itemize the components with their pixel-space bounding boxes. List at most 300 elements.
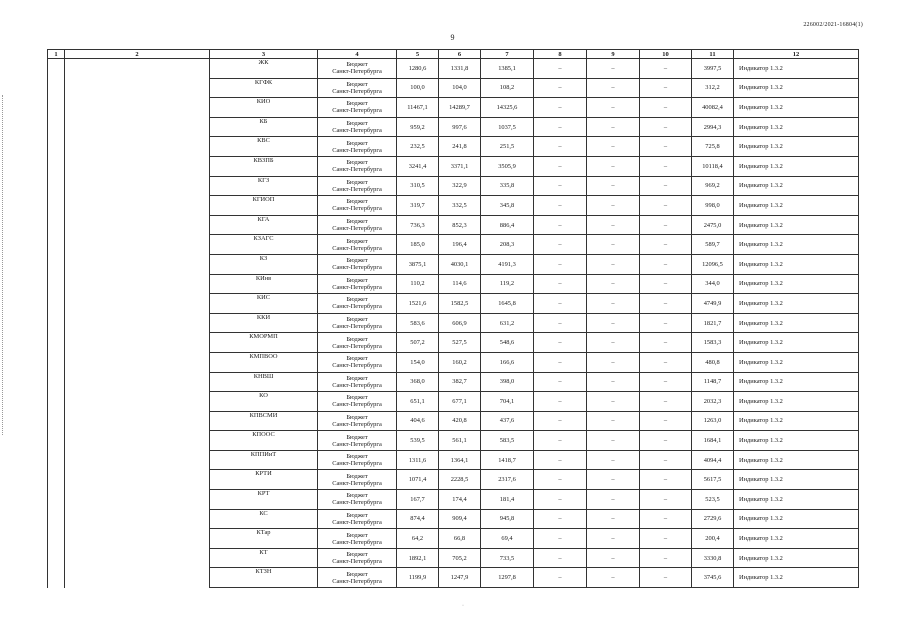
- funding-line2: Санкт-Петербурга: [332, 499, 382, 507]
- funding-line1: Бюджет: [346, 374, 368, 382]
- funding-source: [318, 196, 397, 216]
- funding-source: [318, 470, 397, 490]
- value-col10: –: [640, 156, 692, 176]
- value-col7: 119,2: [481, 274, 534, 294]
- executor-code: КЗ: [210, 254, 318, 274]
- value-total: 1684,1: [692, 431, 734, 451]
- funding-line1: Бюджет: [346, 394, 368, 402]
- value-col9: –: [587, 176, 640, 196]
- cell-col2: [65, 235, 210, 255]
- value-col8: –: [534, 333, 587, 353]
- value-col7: 181,4: [481, 490, 534, 510]
- funding-line1: Бюджет: [346, 61, 368, 69]
- cell-col1: [48, 117, 65, 137]
- value-col5: 100,0: [397, 78, 439, 98]
- value-col8: –: [534, 450, 587, 470]
- executor-code: КТ: [210, 548, 318, 568]
- value-col9: –: [587, 470, 640, 490]
- executor-code: КВС: [210, 137, 318, 157]
- col-header: 2: [65, 50, 210, 59]
- value-col8: –: [534, 509, 587, 529]
- cell-col1: [48, 372, 65, 392]
- value-col8: –: [534, 431, 587, 451]
- funding-line1: Бюджет: [346, 159, 368, 167]
- value-col9: –: [587, 137, 640, 157]
- value-col8: –: [534, 568, 587, 588]
- executor-code: КГЗ: [210, 176, 318, 196]
- indicator-ref: Индикатор 1.3.2: [734, 117, 859, 137]
- value-col6: 852,3: [439, 215, 481, 235]
- funding-line2: Санкт-Петербурга: [332, 244, 382, 252]
- funding-line2: Санкт-Петербурга: [332, 185, 382, 193]
- cell-col1: [48, 392, 65, 412]
- executor-code: КМПВОО: [210, 352, 318, 372]
- funding-line1: Бюджет: [346, 296, 368, 304]
- value-col9: –: [587, 392, 640, 412]
- cell-col2: [65, 411, 210, 431]
- cell-col1: [48, 509, 65, 529]
- funding-source: [318, 568, 397, 588]
- value-total: 312,2: [692, 78, 734, 98]
- value-col10: –: [640, 137, 692, 157]
- column-number-header: [48, 50, 859, 59]
- cell-col2: [65, 450, 210, 470]
- funding-source: [318, 529, 397, 549]
- value-col8: –: [534, 313, 587, 333]
- value-col5: 167,7: [397, 490, 439, 510]
- value-col10: –: [640, 196, 692, 216]
- value-total: 12096,5: [692, 254, 734, 274]
- value-total: 523,5: [692, 490, 734, 510]
- table-row: [48, 490, 859, 510]
- value-total: 3330,8: [692, 548, 734, 568]
- indicator-ref: Индикатор 1.3.2: [734, 470, 859, 490]
- value-col9: –: [587, 450, 640, 470]
- executor-code: КРТИ: [210, 470, 318, 490]
- funding-line2: Санкт-Петербурга: [332, 577, 382, 585]
- value-col9: –: [587, 196, 640, 216]
- table-row: [48, 529, 859, 549]
- cell-col1: [48, 176, 65, 196]
- value-col8: –: [534, 254, 587, 274]
- funding-source: [318, 294, 397, 314]
- value-col5: 651,1: [397, 392, 439, 412]
- funding-line1: Бюджет: [346, 218, 368, 226]
- value-col8: –: [534, 98, 587, 118]
- value-col6: 114,6: [439, 274, 481, 294]
- executor-code: КИС: [210, 294, 318, 314]
- funding-source: [318, 490, 397, 510]
- value-col5: 1521,6: [397, 294, 439, 314]
- value-col5: 583,6: [397, 313, 439, 333]
- indicator-ref: Индикатор 1.3.2: [734, 313, 859, 333]
- value-col9: –: [587, 156, 640, 176]
- table-row: [48, 196, 859, 216]
- value-col9: –: [587, 411, 640, 431]
- value-col10: –: [640, 548, 692, 568]
- value-col6: 997,6: [439, 117, 481, 137]
- funding-source: [318, 431, 397, 451]
- funding-source: [318, 313, 397, 333]
- table-row: [48, 352, 859, 372]
- value-total: 5617,5: [692, 470, 734, 490]
- funding-line2: Санкт-Петербурга: [332, 107, 382, 115]
- value-col9: –: [587, 333, 640, 353]
- executor-code: КО: [210, 392, 318, 412]
- value-col9: –: [587, 509, 640, 529]
- cell-col2: [65, 176, 210, 196]
- value-col7: 631,2: [481, 313, 534, 333]
- executor-code: КНВШ: [210, 372, 318, 392]
- funding-line1: Бюджет: [346, 257, 368, 265]
- value-col10: –: [640, 313, 692, 333]
- cell-col2: [65, 137, 210, 157]
- value-col5: 3875,1: [397, 254, 439, 274]
- value-col10: –: [640, 490, 692, 510]
- value-col8: –: [534, 470, 587, 490]
- funding-line2: Санкт-Петербурга: [332, 166, 382, 174]
- value-col8: –: [534, 59, 587, 79]
- value-col8: –: [534, 196, 587, 216]
- indicator-ref: Индикатор 1.3.2: [734, 59, 859, 79]
- value-col6: 3371,1: [439, 156, 481, 176]
- value-col5: 959,2: [397, 117, 439, 137]
- col-header: 12: [734, 50, 859, 59]
- value-total: 2729,6: [692, 509, 734, 529]
- funding-line2: Санкт-Петербурга: [332, 283, 382, 291]
- cell-col2: [65, 196, 210, 216]
- cell-col1: [48, 450, 65, 470]
- funding-line2: Санкт-Петербурга: [332, 303, 382, 311]
- col-header: 9: [587, 50, 640, 59]
- value-total: 3997,5: [692, 59, 734, 79]
- value-col5: 64,2: [397, 529, 439, 549]
- value-total: 2032,3: [692, 392, 734, 412]
- funding-source: [318, 137, 397, 157]
- value-col8: –: [534, 176, 587, 196]
- funding-line1: Бюджет: [346, 551, 368, 559]
- indicator-ref: Индикатор 1.3.2: [734, 137, 859, 157]
- funding-line1: Бюджет: [346, 453, 368, 461]
- value-col7: 583,5: [481, 431, 534, 451]
- cell-col2: [65, 529, 210, 549]
- indicator-ref: Индикатор 1.3.2: [734, 509, 859, 529]
- value-col7: 1418,7: [481, 450, 534, 470]
- funding-source: [318, 59, 397, 79]
- value-total: 480,8: [692, 352, 734, 372]
- funding-line2: Санкт-Петербурга: [332, 205, 382, 213]
- value-col6: 4030,1: [439, 254, 481, 274]
- value-col7: 398,0: [481, 372, 534, 392]
- table-row: [48, 392, 859, 412]
- cell-col1: [48, 490, 65, 510]
- funding-line2: Санкт-Петербурга: [332, 401, 382, 409]
- executor-code: КТар: [210, 529, 318, 549]
- cell-col2: [65, 352, 210, 372]
- value-col6: 241,8: [439, 137, 481, 157]
- indicator-ref: Индикатор 1.3.2: [734, 294, 859, 314]
- value-col6: 14289,7: [439, 98, 481, 118]
- value-total: 1821,7: [692, 313, 734, 333]
- funding-line1: Бюджет: [346, 80, 368, 88]
- value-col5: 404,6: [397, 411, 439, 431]
- table-row: [48, 470, 859, 490]
- funding-source: [318, 372, 397, 392]
- indicator-ref: Индикатор 1.3.2: [734, 156, 859, 176]
- indicator-ref: Индикатор 1.3.2: [734, 215, 859, 235]
- value-col7: 2317,6: [481, 470, 534, 490]
- cell-col1: [48, 98, 65, 118]
- value-total: 4094,4: [692, 450, 734, 470]
- executor-code: КТЗН: [210, 568, 318, 588]
- value-total: 1263,0: [692, 411, 734, 431]
- funding-line2: Санкт-Петербурга: [332, 479, 382, 487]
- cell-col1: [48, 470, 65, 490]
- value-col8: –: [534, 529, 587, 549]
- funding-source: [318, 78, 397, 98]
- funding-line1: Бюджет: [346, 100, 368, 108]
- funding-source: [318, 117, 397, 137]
- value-col6: 104,0: [439, 78, 481, 98]
- value-col6: 1247,9: [439, 568, 481, 588]
- value-col5: 1280,6: [397, 59, 439, 79]
- value-col10: –: [640, 470, 692, 490]
- value-col10: –: [640, 78, 692, 98]
- value-total: 1583,3: [692, 333, 734, 353]
- binding-margin-line: [2, 95, 4, 435]
- table-row: [48, 333, 859, 353]
- value-col9: –: [587, 490, 640, 510]
- funding-line2: Санкт-Петербурга: [332, 440, 382, 448]
- value-total: 998,0: [692, 196, 734, 216]
- value-col6: 2228,5: [439, 470, 481, 490]
- value-col6: 66,8: [439, 529, 481, 549]
- cell-col1: [48, 235, 65, 255]
- value-col7: 1037,5: [481, 117, 534, 137]
- indicator-ref: Индикатор 1.3.2: [734, 254, 859, 274]
- table-row: [48, 372, 859, 392]
- value-col6: 382,7: [439, 372, 481, 392]
- funding-source: [318, 411, 397, 431]
- value-col6: 606,9: [439, 313, 481, 333]
- value-col5: 310,5: [397, 176, 439, 196]
- executor-code: ЖК: [210, 59, 318, 79]
- value-col5: 507,2: [397, 333, 439, 353]
- value-total: 2475,0: [692, 215, 734, 235]
- value-col10: –: [640, 176, 692, 196]
- cell-col1: [48, 548, 65, 568]
- value-col7: 69,4: [481, 529, 534, 549]
- value-col8: –: [534, 215, 587, 235]
- value-total: 725,8: [692, 137, 734, 157]
- value-col7: 733,5: [481, 548, 534, 568]
- funding-line2: Санкт-Петербурга: [332, 127, 382, 135]
- funding-line1: Бюджет: [346, 139, 368, 147]
- table-row: [48, 411, 859, 431]
- indicator-ref: Индикатор 1.3.2: [734, 568, 859, 588]
- cell-col2: [65, 156, 210, 176]
- value-col8: –: [534, 490, 587, 510]
- indicator-ref: Индикатор 1.3.2: [734, 196, 859, 216]
- cell-col1: [48, 215, 65, 235]
- value-col8: –: [534, 235, 587, 255]
- value-col7: 108,2: [481, 78, 534, 98]
- value-col7: 1385,1: [481, 59, 534, 79]
- value-col7: 1297,8: [481, 568, 534, 588]
- funding-line1: Бюджет: [346, 570, 368, 578]
- value-col9: –: [587, 313, 640, 333]
- value-col6: 196,4: [439, 235, 481, 255]
- value-col6: 174,4: [439, 490, 481, 510]
- cell-col2: [65, 59, 210, 79]
- value-col5: 1311,6: [397, 450, 439, 470]
- indicator-ref: Индикатор 1.3.2: [734, 431, 859, 451]
- funding-line1: Бюджет: [346, 531, 368, 539]
- indicator-ref: Индикатор 1.3.2: [734, 352, 859, 372]
- cell-col1: [48, 274, 65, 294]
- funding-line2: Санкт-Петербурга: [332, 538, 382, 546]
- table-row: [48, 176, 859, 196]
- table-row: [48, 509, 859, 529]
- cell-col2: [65, 431, 210, 451]
- value-col8: –: [534, 274, 587, 294]
- value-col8: –: [534, 352, 587, 372]
- value-total: 40082,4: [692, 98, 734, 118]
- value-col10: –: [640, 392, 692, 412]
- value-col7: 14325,6: [481, 98, 534, 118]
- value-col9: –: [587, 274, 640, 294]
- funding-line1: Бюджет: [346, 316, 368, 324]
- cell-col1: [48, 137, 65, 157]
- value-col8: –: [534, 372, 587, 392]
- value-total: 10118,4: [692, 156, 734, 176]
- executor-code: ККИ: [210, 313, 318, 333]
- value-col10: –: [640, 294, 692, 314]
- cell-col2: [65, 392, 210, 412]
- executor-code: КЗАГС: [210, 235, 318, 255]
- cell-col2: [65, 548, 210, 568]
- value-col5: 736,3: [397, 215, 439, 235]
- cell-col2: [65, 274, 210, 294]
- value-col8: –: [534, 137, 587, 157]
- col-header: 7: [481, 50, 534, 59]
- value-col9: –: [587, 215, 640, 235]
- value-col6: 909,4: [439, 509, 481, 529]
- table-row: [48, 235, 859, 255]
- executor-code: КПВСМИ: [210, 411, 318, 431]
- funding-line2: Санкт-Петербурга: [332, 146, 382, 154]
- value-col5: 874,4: [397, 509, 439, 529]
- funding-source: [318, 176, 397, 196]
- funding-line2: Санкт-Петербурга: [332, 323, 382, 331]
- value-col5: 1892,1: [397, 548, 439, 568]
- funding-source: [318, 98, 397, 118]
- cell-col2: [65, 294, 210, 314]
- value-col9: –: [587, 529, 640, 549]
- value-total: 200,4: [692, 529, 734, 549]
- table-row: [48, 78, 859, 98]
- funding-line2: Санкт-Петербурга: [332, 87, 382, 95]
- executor-code: КИО: [210, 98, 318, 118]
- value-col5: 154,0: [397, 352, 439, 372]
- cell-col2: [65, 78, 210, 98]
- cell-col2: [65, 254, 210, 274]
- table-row: [48, 548, 859, 568]
- cell-col1: [48, 431, 65, 451]
- table-row: [48, 117, 859, 137]
- funding-source: [318, 450, 397, 470]
- value-col7: 437,6: [481, 411, 534, 431]
- value-col10: –: [640, 529, 692, 549]
- value-col7: 945,8: [481, 509, 534, 529]
- value-col10: –: [640, 215, 692, 235]
- table-row: [48, 137, 859, 157]
- value-col5: 368,0: [397, 372, 439, 392]
- executor-code: КМОРМП: [210, 333, 318, 353]
- value-col5: 539,5: [397, 431, 439, 451]
- cell-col2: [65, 568, 210, 588]
- funding-line2: Санкт-Петербурга: [332, 225, 382, 233]
- executor-code: КГА: [210, 215, 318, 235]
- page-number: 9: [450, 33, 455, 42]
- value-col9: –: [587, 431, 640, 451]
- value-col7: 4191,3: [481, 254, 534, 274]
- funding-line2: Санкт-Петербурга: [332, 342, 382, 350]
- funding-source: [318, 235, 397, 255]
- value-col10: –: [640, 274, 692, 294]
- executor-code: КППИиТ: [210, 450, 318, 470]
- footer-mark: ·: [462, 603, 464, 609]
- value-col10: –: [640, 254, 692, 274]
- value-col8: –: [534, 294, 587, 314]
- value-col6: 705,2: [439, 548, 481, 568]
- indicator-ref: Индикатор 1.3.2: [734, 333, 859, 353]
- cell-col2: [65, 490, 210, 510]
- table-row: [48, 59, 859, 79]
- table-row: [48, 294, 859, 314]
- indicator-ref: Индикатор 1.3.2: [734, 490, 859, 510]
- funding-line1: Бюджет: [346, 198, 368, 206]
- value-col9: –: [587, 352, 640, 372]
- table-row: [48, 568, 859, 588]
- cell-col1: [48, 313, 65, 333]
- table-row: [48, 215, 859, 235]
- col-header: 1: [48, 50, 65, 59]
- value-col9: –: [587, 117, 640, 137]
- indicator-ref: Индикатор 1.3.2: [734, 372, 859, 392]
- document-id: 226002/2021-16804(1): [803, 22, 863, 28]
- value-col9: –: [587, 78, 640, 98]
- indicator-ref: Индикатор 1.3.2: [734, 450, 859, 470]
- value-col5: 319,7: [397, 196, 439, 216]
- value-col9: –: [587, 254, 640, 274]
- value-col10: –: [640, 372, 692, 392]
- executor-code: КС: [210, 509, 318, 529]
- value-col7: 886,4: [481, 215, 534, 235]
- indicator-ref: Индикатор 1.3.2: [734, 529, 859, 549]
- value-col10: –: [640, 98, 692, 118]
- value-col5: 11467,1: [397, 98, 439, 118]
- funding-line2: Санкт-Петербурга: [332, 264, 382, 272]
- funding-line2: Санкт-Петербурга: [332, 558, 382, 566]
- cell-col2: [65, 313, 210, 333]
- funding-line1: Бюджет: [346, 237, 368, 245]
- value-col8: –: [534, 156, 587, 176]
- value-col9: –: [587, 98, 640, 118]
- col-header: 10: [640, 50, 692, 59]
- value-col8: –: [534, 411, 587, 431]
- indicator-ref: Индикатор 1.3.2: [734, 274, 859, 294]
